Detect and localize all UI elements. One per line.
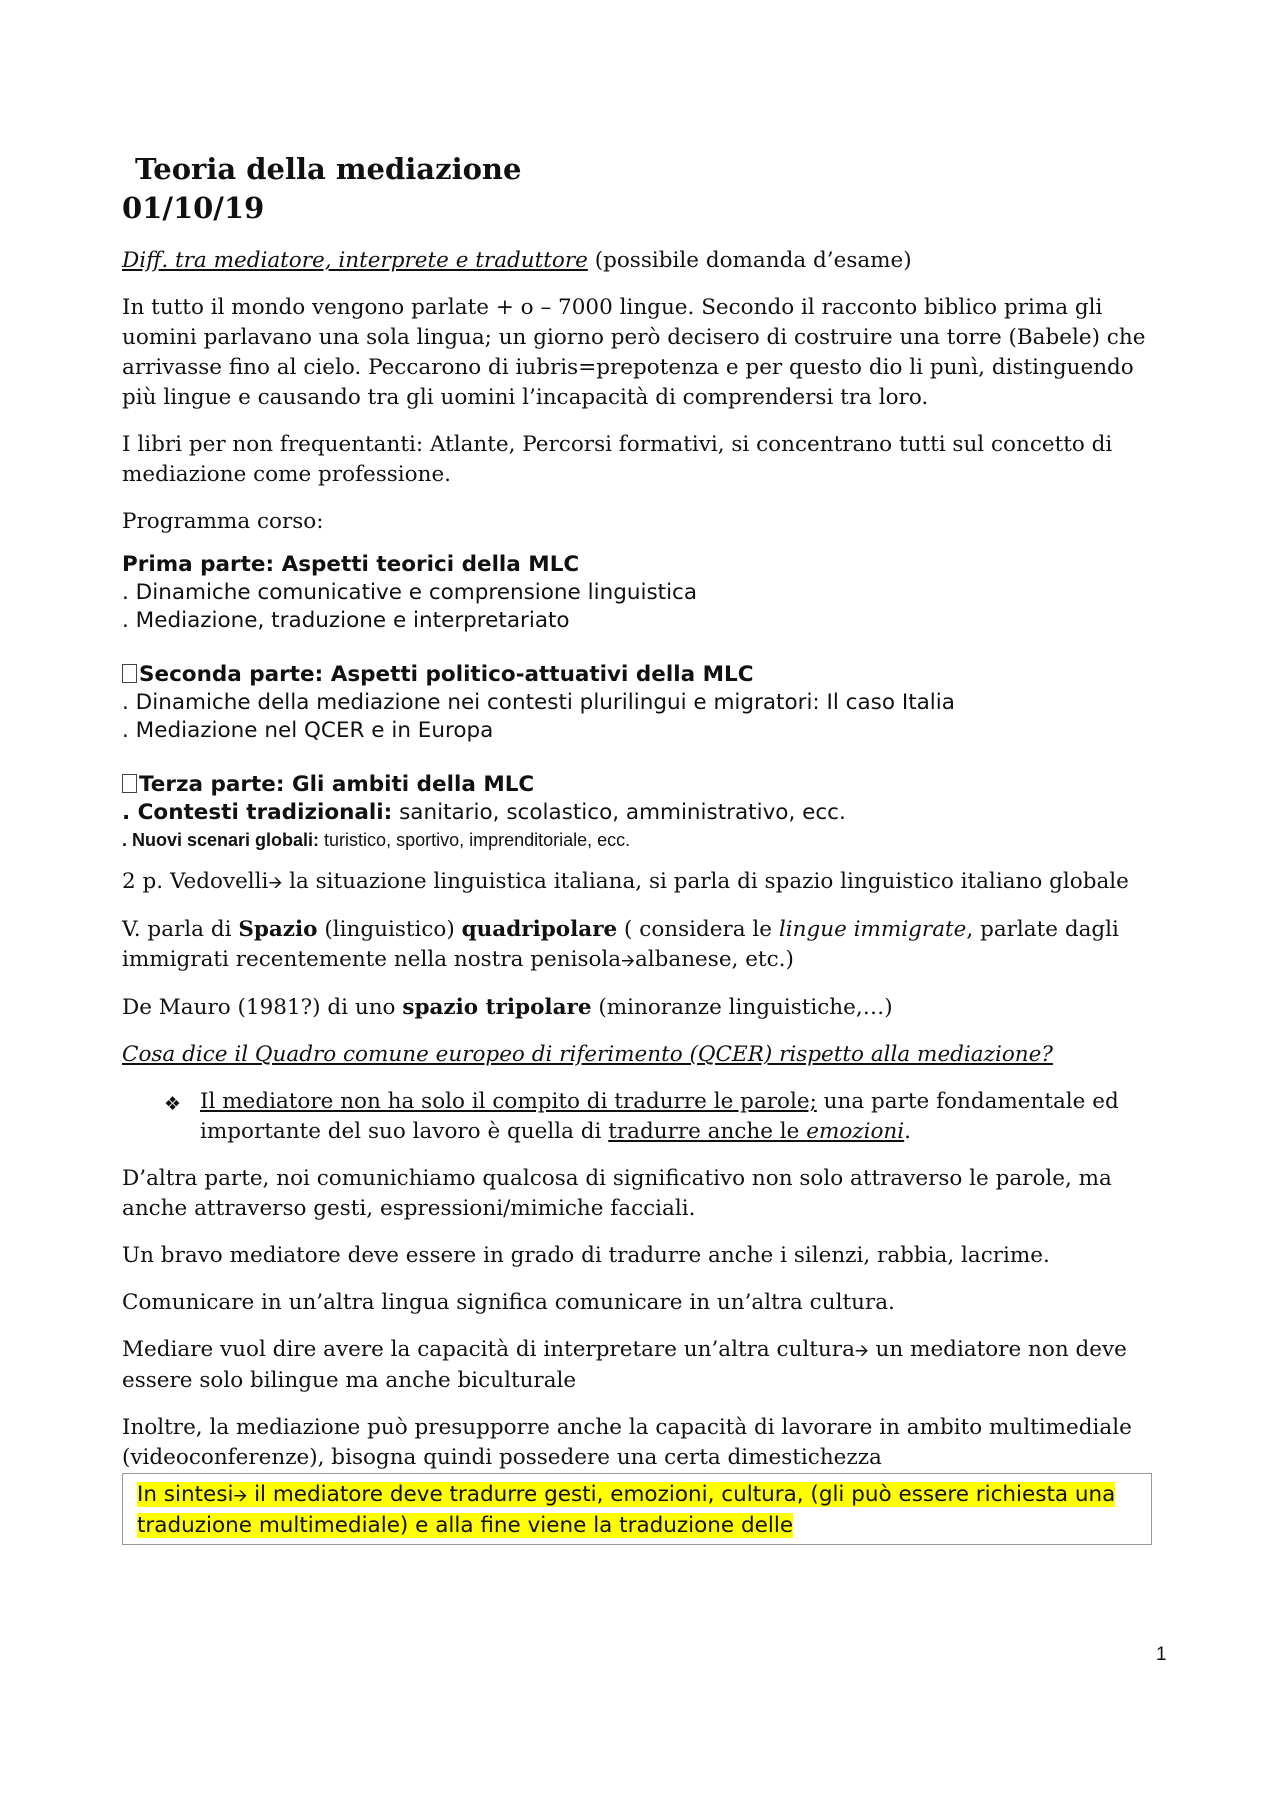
part-1-item: . Mediazione, traduzione e interpretariato [122, 608, 570, 633]
bold-span: quadripolare [461, 917, 618, 942]
text-span: 2 p. Vedovelli [122, 869, 269, 894]
programma-part-1 [122, 551, 1174, 635]
bold-span: spazio tripolare [402, 995, 592, 1020]
paragraph-cultura: Comunicare in un’altra lingua significa comunicare in un’altra cultura. [122, 1290, 895, 1315]
arrow-icon: 🡪 [621, 951, 635, 971]
paragraph-qcer-question: Cosa dice il Quadro comune europeo di riferimento (QCER) rispetto alla mediazione? [122, 1042, 1053, 1067]
paragraph-babele: In tutto il mondo vengono parlate + o – 7000 lingue. Secondo il racconto biblico prima gli uomini parlavano una sola lingua; un giorno però decisero di costruire una torre (Babele) che arrivasse fino al cielo. Peccarono di iubris=prepotenza e per questo dio li punì, distinguendo più lingue e causando tra gli uomini l’incapacità di comprendersi tra loro. [122, 295, 1146, 410]
paragraph-quadripolare [122, 915, 1174, 976]
paragraph-libri: I libri per non frequentanti: Atlante, Percorsi formativi, si concentrano tutti sul concetto di mediazione come professione. [122, 432, 1113, 487]
text-span: De Mauro (1981?) di uno [122, 995, 403, 1020]
underline-span: Il mediatore non ha solo il compito di tradurre le parole; [200, 1089, 817, 1114]
part-3-item-text: turistico, sportivo, imprenditoriale, ecc. [319, 830, 631, 850]
paragraph-multimediale: Inoltre, la mediazione può presupporre anche la capacità di lavorare in ambito multimediale (videoconferenze), bisogna quindi possedere una certa dimestichezza [122, 1415, 1132, 1470]
text-span: , parlate dagli immigrati recentemente nella nostra penisola [122, 917, 1119, 972]
diamond-bullet-icon: ❖ [164, 1093, 182, 1115]
text-span: un mediatore non deve essere solo bilingue ma anche biculturale [122, 1337, 1127, 1393]
paragraph-programma: Programma corso: [122, 509, 324, 534]
part-3-heading: Terza parte: Gli ambiti della MLC [139, 772, 535, 797]
paragraph-biculturale [122, 1335, 1174, 1396]
part-1-item: . Dinamiche comunicative e comprensione linguistica [122, 580, 698, 605]
text-span: ( considera le [617, 917, 779, 942]
part-3-item-label: . Contesti tradizionali: [122, 800, 393, 825]
topic-text: Diff. tra mediatore, interprete e traduttore [122, 248, 588, 273]
page-number: 1 [1156, 1644, 1167, 1665]
part-1-heading: Prima parte: Aspetti teorici della MLC [122, 552, 580, 577]
paragraph-gesti: D’altra parte, noi comunichiamo qualcosa di significativo non solo attraverso le parole, ma anche attraverso gesti, espressioni/mimiche facciali. [122, 1166, 1112, 1221]
arrow-icon: 🡪 [233, 1486, 248, 1506]
paragraph-vedovelli [122, 867, 1174, 898]
topic-note: (possibile domanda d’esame) [587, 248, 912, 273]
arrow-icon: 🡪 [854, 1341, 869, 1361]
document-date: 01/10/19 [122, 191, 265, 225]
programma-part-2 [122, 661, 1174, 745]
text-span: albanese, etc.) [634, 947, 794, 972]
text-span: In sintesi [137, 1482, 234, 1507]
bold-span: Spazio [238, 917, 318, 942]
missing-glyph-icon [122, 774, 137, 793]
part-3-item [122, 799, 1174, 827]
text-span: Mediare vuol dire avere la capacità di interpretare un’altra cultura [122, 1337, 855, 1362]
text-span: V. parla di [122, 917, 239, 942]
bullet-item [122, 1087, 1174, 1147]
part-3-item-text: sanitario, scolastico, amministrativo, ecc. [392, 800, 846, 825]
underline-span: tradurre anche le [608, 1119, 807, 1144]
summary-box [122, 1473, 1152, 1545]
missing-glyph-icon [122, 664, 137, 683]
document-body [122, 150, 1174, 1545]
part-2-item: . Mediazione nel QCER e in Europa [122, 718, 494, 743]
text-span: (linguistico) [317, 917, 462, 942]
programma-part-3 [122, 771, 1174, 853]
arrow-icon: 🡪 [268, 873, 283, 893]
text-span: il mediatore deve tradurre gesti, emozioni, cultura, (gli può essere richiesta una traduzione multimediale) e alla fine viene la traduzione delle [137, 1482, 1116, 1538]
paragraph-de-mauro [122, 993, 1174, 1023]
part-3-item-label: . Nuovi scenari globali: [122, 830, 320, 850]
part-3-item [122, 827, 1174, 853]
text-span: una parte fondamentale ed importante del suo lavoro è quella di [200, 1089, 1119, 1144]
paragraph-silenzi: Un bravo mediatore deve essere in grado di tradurre anche i silenzi, rabbia, lacrime. [122, 1243, 1050, 1268]
italic-span: lingue immigrate [778, 917, 967, 942]
part-2-heading: Seconda parte: Aspetti politico-attuativi della MLC [139, 662, 754, 687]
text-span: . [904, 1119, 912, 1144]
exam-question-line [122, 246, 1174, 276]
summary-highlight [137, 1482, 1115, 1538]
text-span: (minoranze linguistiche,…) [591, 995, 893, 1020]
part-2-item: . Dinamiche della mediazione nei contesti plurilingui e migratori: Il caso Italia [122, 690, 955, 715]
part-2-heading-row [122, 661, 1174, 689]
document-title: Teoria della mediazione [135, 152, 522, 186]
text-span: la situazione linguistica italiana, si parla di spazio linguistico italiano globale [282, 869, 1129, 894]
italic-underline-span: emozioni [806, 1119, 905, 1144]
part-3-heading-row [122, 771, 1174, 799]
